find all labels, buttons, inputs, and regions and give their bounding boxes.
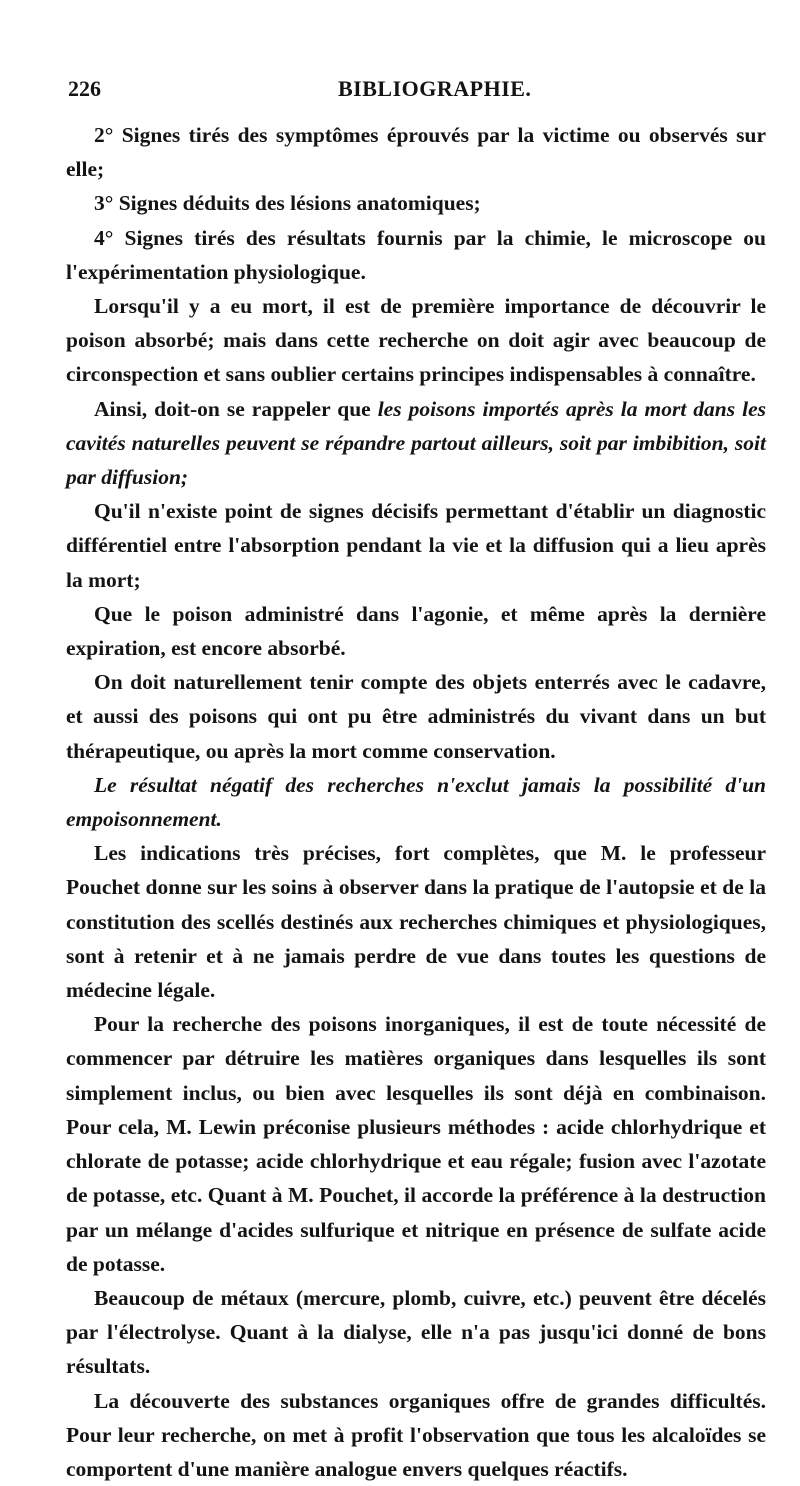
paragraph-list-item-2: 2° Signes tirés des symptômes éprouvés par la victime ou observés sur elle; xyxy=(66,123,766,182)
paragraph-substances-organiques: La découverte des substances organiques offre de grandes difficultés. Pour leur recherche, on met à profit l'observation que tous les alcaloïdes se comportent d'une manière analogue envers quelques réactifs. xyxy=(66,1388,766,1481)
paragraph-poison-absorbed: Lorsqu'il y a eu mort, il est de première importance de découvrir le poison absorbé; mais dans cette recherche on doit agir avec beaucoup de circonspection et sans oublier certains principes indispensables à connaître. xyxy=(66,294,766,387)
paragraph-metaux: Beaucoup de métaux (mercure, plomb, cuivre, etc.) peuvent être décelés par l'électrolyse. Quant à la dialyse, elle n'a pas jusqu'ici donné de bons résultats. xyxy=(66,1285,766,1379)
paragraph-objets-enterres: On doit naturellement tenir compte des objets enterrés avec le cadavre, et aussi des poisons qui ont pu être administrés du vivant dans un but thérapeutique, ou après la mort comme conservation. xyxy=(66,670,766,763)
page-header xyxy=(68,74,768,108)
paragraph-diagnostic: Qu'il n'existe point de signes décisifs permettant d'établir un diagnostic différentiel entre l'absorption pendant la vie et la diffusion qui a lieu après la mort; xyxy=(66,499,766,592)
body-text xyxy=(66,118,766,1486)
paragraph-agonie: Que le poison administré dans l'agonie, et même après la dernière expiration, est encore absorbé. xyxy=(66,601,766,661)
paragraph-resultat-negatif xyxy=(66,768,766,836)
paragraph-poisons-inorganiques: Pour la recherche des poisons inorganiques, il est de toute nécessité de commencer par détruire les matières organiques dans lesquelles ils sont simplement inclus, ou bien avec lesquelles ils sont déjà en combinaison. Pour cela, M. Lewin préconise plusieurs méthodes : acide chlorhydrique et chlorate de potasse; acide chlorhydrique et eau régale; fusion avec l'azotate de potasse, etc. Quant à M. Pouchet, il accorde la préférence à la destruction par un mélange d'acides sulfurique et nitrique en présence de sulfate acide de potasse. xyxy=(66,1012,766,1276)
paragraph-ainsi-text: Ainsi, doit-on se rappeler que xyxy=(94,396,378,421)
paragraph-list-item-3: 3° Signes déduits des lésions anatomiques; xyxy=(94,191,481,216)
paragraph-indications-pouchet: Les indications très précises, fort complètes, que M. le professeur Pouchet donne sur les soins à observer dans la pratique de l'autopsie et de la constitution des scellés destinés aux recherches chimiques et physiologiques, sont à retenir et à ne jamais perdre de vue dans toutes les questions de médecine légale. xyxy=(66,841,766,1003)
paragraph-ainsi xyxy=(66,392,766,495)
paragraph-resultat-negatif-italic: Le résultat négatif des recherches n'exclut jamais la possibilité d'un empoisonnement. xyxy=(66,772,766,832)
paragraph-ainsi-italic: les poisons importés après la mort dans les cavités naturelles peuvent se répandre partout ailleurs, soit par imbibition, soit par diffusion; xyxy=(66,396,767,490)
paragraph-list-item-4: 4° Signes tirés des résultats fournis par la chimie, le microscope ou l'expérimentation physiologique. xyxy=(66,225,766,284)
running-title: BIBLIOGRAPHIE. xyxy=(338,76,532,101)
page-number: 226 xyxy=(68,76,101,101)
